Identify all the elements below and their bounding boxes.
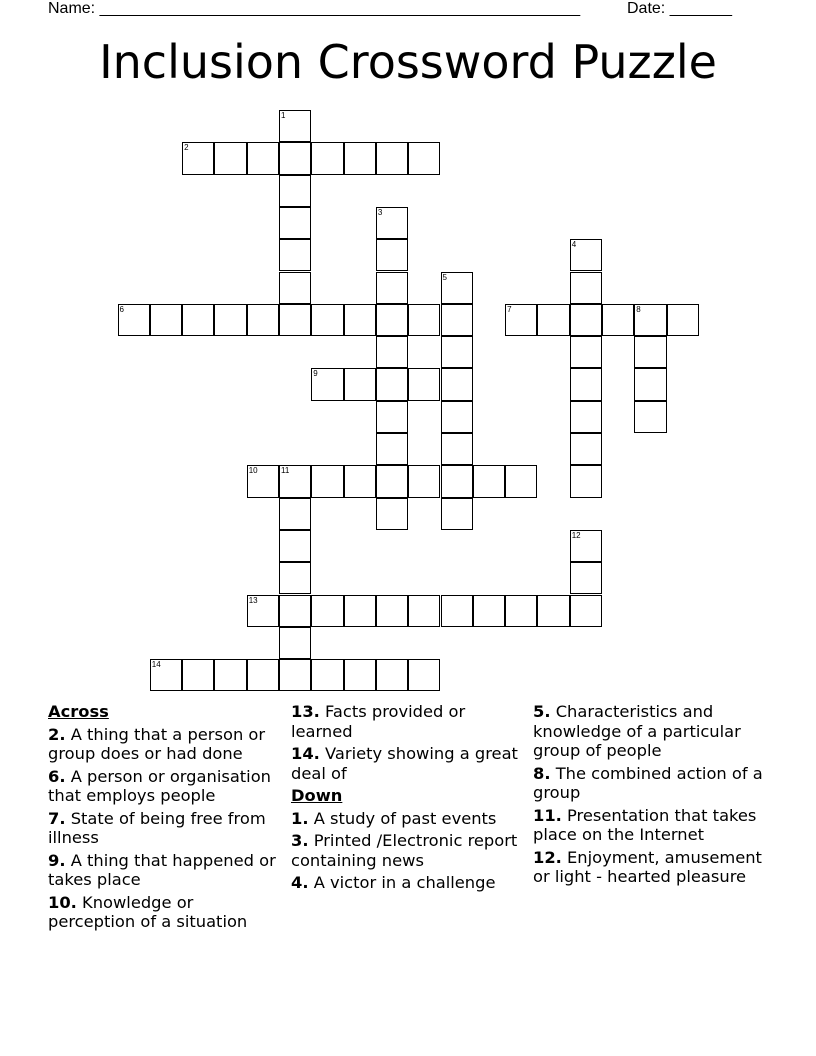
grid-cell[interactable]: [570, 433, 602, 465]
grid-cell[interactable]: [441, 595, 473, 627]
clue-item: [533, 848, 769, 887]
clue-text: Presentation that takes place on the Internet: [533, 805, 757, 844]
grid-cell[interactable]: [279, 595, 311, 627]
grid-cell[interactable]: [311, 595, 343, 627]
clue-number: 11.: [533, 805, 562, 825]
clue-text: Knowledge or perception of a situation: [48, 892, 248, 931]
clue-item: [48, 851, 284, 890]
clue-text: Facts provided or learned: [291, 702, 466, 741]
clue-item: [291, 809, 527, 829]
clue-text: A person or organisation that employs people: [48, 766, 271, 805]
grid-cell[interactable]: [279, 659, 311, 691]
grid-cell[interactable]: [441, 433, 473, 465]
grid-cell[interactable]: [376, 465, 408, 497]
clue-text: A study of past events: [308, 808, 497, 828]
grid-cell[interactable]: [279, 272, 311, 304]
grid-cell[interactable]: [376, 595, 408, 627]
clue-item: [48, 893, 284, 932]
clue-item: [533, 764, 769, 803]
clue-text: A thing that a person or group does or had done: [48, 724, 266, 763]
grid-cell[interactable]: [408, 368, 440, 400]
clue-number: 3.: [291, 831, 309, 850]
clue-number: 9.: [48, 850, 66, 870]
clue-item: [291, 873, 527, 893]
grid-cell[interactable]: [376, 239, 408, 271]
grid-cell[interactable]: [214, 142, 246, 174]
grid-cell[interactable]: [279, 304, 311, 336]
clue-number: 14.: [291, 744, 320, 763]
cell-number: 9: [313, 369, 318, 379]
clue-text: State of being free from illness: [48, 808, 266, 847]
grid-cell[interactable]: [634, 401, 666, 433]
grid-cell[interactable]: [408, 142, 440, 174]
grid-cell[interactable]: [376, 498, 408, 530]
clue-number: 8.: [533, 763, 551, 783]
grid-cell[interactable]: [344, 142, 376, 174]
grid-cell[interactable]: [376, 336, 408, 368]
grid-cell[interactable]: [344, 595, 376, 627]
cell-number: 6: [119, 304, 124, 314]
clue-number: 6.: [48, 766, 66, 786]
grid-cell[interactable]: [441, 336, 473, 368]
clue-item: [291, 702, 527, 741]
clue-item: [291, 744, 527, 783]
grid-cell[interactable]: [408, 465, 440, 497]
cell-number: 12: [571, 530, 581, 540]
cell-number: 2: [184, 143, 189, 153]
clue-number: 2.: [48, 724, 66, 744]
grid-cell[interactable]: [376, 433, 408, 465]
clue-text: Characteristics and knowledge of a particular group of people: [533, 702, 741, 760]
grid-cell[interactable]: [441, 401, 473, 433]
grid-cell[interactable]: [279, 207, 311, 239]
clues-column-3: [533, 702, 769, 890]
grid-cell[interactable]: [537, 595, 569, 627]
grid-cell[interactable]: [441, 304, 473, 336]
grid-cell[interactable]: [441, 368, 473, 400]
date-field[interactable]: Date: _______: [627, 0, 732, 17]
clue-item: [533, 702, 769, 761]
grid-cell[interactable]: [344, 304, 376, 336]
clue-text: A thing that happened or takes place: [48, 850, 276, 889]
grid-cell[interactable]: [376, 304, 408, 336]
grid-cell[interactable]: [344, 465, 376, 497]
grid-cell[interactable]: [182, 659, 214, 691]
grid-cell[interactable]: [441, 498, 473, 530]
cell-number: 11: [281, 466, 290, 476]
grid-cell[interactable]: [570, 401, 602, 433]
cell-number: 4: [571, 240, 577, 250]
clue-item: [48, 767, 284, 806]
cell-number: 10: [248, 466, 258, 476]
grid-cell[interactable]: [311, 659, 343, 691]
clue-number: 13.: [291, 702, 320, 721]
grid-cell[interactable]: [570, 562, 602, 594]
grid-cell[interactable]: [247, 304, 279, 336]
clue-item: [533, 806, 769, 845]
cell-number: 3: [377, 207, 383, 217]
cell-number: 1: [281, 111, 286, 120]
clue-number: 1.: [291, 808, 309, 828]
clue-text: The combined action of a group: [533, 763, 763, 802]
grid-cell[interactable]: [279, 175, 311, 207]
grid-cell[interactable]: [634, 368, 666, 400]
grid-cell[interactable]: [570, 368, 602, 400]
grid-cell[interactable]: [505, 595, 537, 627]
grid-cell[interactable]: [150, 304, 182, 336]
grid-cell[interactable]: [344, 368, 376, 400]
grid-cell[interactable]: [570, 272, 602, 304]
grid-cell[interactable]: [247, 659, 279, 691]
grid-cell[interactable]: [311, 465, 343, 497]
grid-cell[interactable]: [214, 304, 246, 336]
clue-text: Enjoyment, amusement or light - hearted pleasure: [533, 847, 762, 886]
grid-cell[interactable]: [311, 304, 343, 336]
clues-column-2: [291, 702, 527, 896]
cell-number: 8: [636, 304, 641, 314]
clue-item: [291, 831, 527, 870]
clue-number: 4.: [291, 873, 309, 892]
grid-cell[interactable]: [279, 498, 311, 530]
clue-item: [48, 809, 284, 848]
page-title: Inclusion Crossword Puzzle: [99, 35, 717, 89]
grid-cell[interactable]: [279, 142, 311, 174]
name-field[interactable]: Name: ______________________________________________________: [48, 0, 581, 17]
grid-cell[interactable]: [408, 595, 440, 627]
grid-cell[interactable]: [376, 368, 408, 400]
clue-number: 10.: [48, 892, 77, 912]
clue-number: 5.: [533, 702, 551, 721]
grid-cell[interactable]: [247, 142, 279, 174]
clue-text: Variety showing a great deal of: [291, 744, 518, 783]
grid-cell[interactable]: [376, 142, 408, 174]
cell-number: 5: [442, 272, 447, 282]
grid-cell[interactable]: [376, 659, 408, 691]
grid-cell[interactable]: [279, 562, 311, 594]
clue-number: 7.: [48, 808, 66, 828]
grid-cell[interactable]: [182, 304, 214, 336]
grid-cell[interactable]: [473, 465, 505, 497]
grid-cell[interactable]: [570, 336, 602, 368]
clue-heading-down: Down: [291, 786, 343, 805]
cell-number: 14: [151, 660, 161, 670]
grid-cell[interactable]: [311, 142, 343, 174]
grid-cell[interactable]: [473, 595, 505, 627]
grid-cell[interactable]: [279, 239, 311, 271]
grid-cell[interactable]: [279, 530, 311, 562]
clue-text: A victor in a challenge: [308, 873, 496, 892]
grid-cell[interactable]: [376, 272, 408, 304]
grid-cell[interactable]: [344, 659, 376, 691]
grid-cell[interactable]: [408, 659, 440, 691]
grid-cell[interactable]: [570, 304, 602, 336]
clue-item: [48, 725, 284, 764]
grid-cell[interactable]: [602, 304, 634, 336]
grid-cell[interactable]: [214, 659, 246, 691]
grid-cell[interactable]: [505, 465, 537, 497]
grid-cell[interactable]: [537, 304, 569, 336]
grid-cell[interactable]: [667, 304, 699, 336]
grid-cell[interactable]: [279, 627, 311, 659]
grid-cell[interactable]: [570, 595, 602, 627]
grid-cell[interactable]: [441, 465, 473, 497]
grid-cell[interactable]: [634, 336, 666, 368]
grid-cell[interactable]: [408, 304, 440, 336]
clues-column-1: [48, 702, 284, 935]
cell-number: 13: [248, 595, 258, 605]
grid-cell[interactable]: [570, 465, 602, 497]
clue-heading-across: Across: [48, 702, 109, 721]
cell-number: 7: [507, 304, 512, 314]
clue-text: Printed /Electronic report containing news: [291, 831, 518, 870]
grid-cell[interactable]: [376, 401, 408, 433]
clue-number: 12.: [533, 847, 562, 867]
